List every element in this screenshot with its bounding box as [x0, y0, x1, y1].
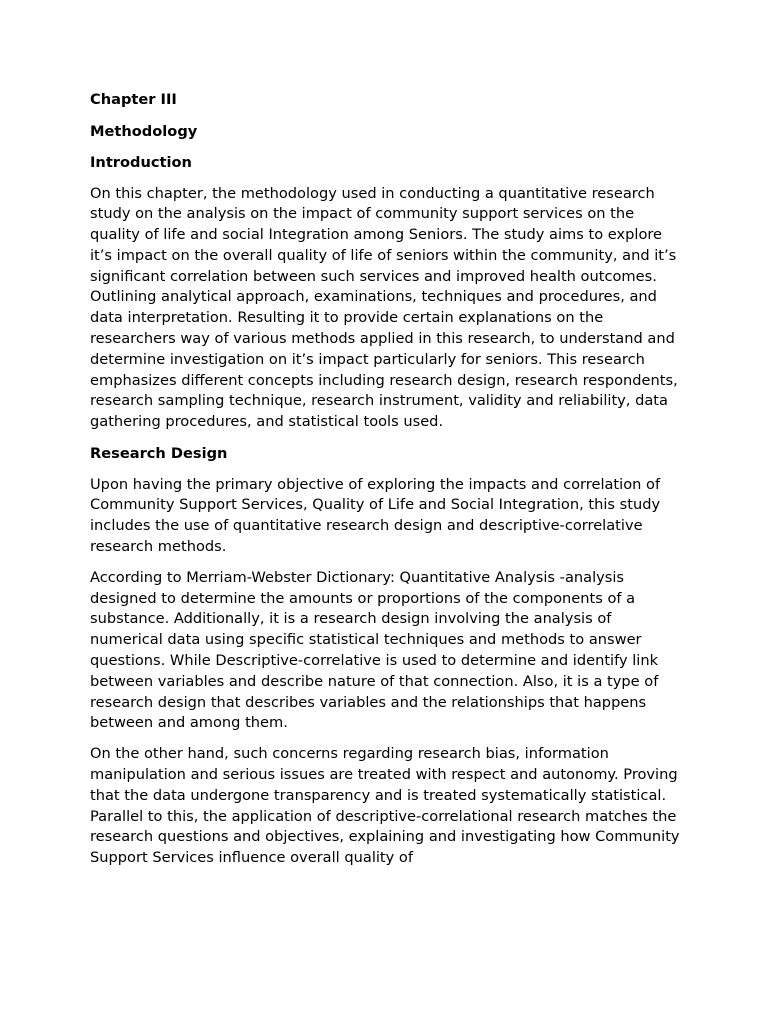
- research-design-paragraph: Upon having the primary objective of exploring the impacts and correlation of Community Support Services, Quality of Life and Social Integration, this study includes the use of quantitative research design and descriptive-correlative research methods.: [90, 475, 661, 555]
- chapter-number: Chapter III: [90, 91, 177, 108]
- chapter-title: Methodology: [90, 122, 198, 140]
- quantitative-analysis-paragraph: According to Merriam-Webster Dictionary: Quantitative Analysis -analysis designed to determine the amounts or proportions of the components of a substance. Additionally, it is a research design involving the analysis of numerical data using specific statistical techniques and methods to answer questions. While Descriptive-correlative is used to determine and identify link between variables and describe nature of that connection. Also, it is a type of research design that describes variables and the relationships that happens between and among them.: [90, 568, 659, 732]
- research-design-heading: Research Design: [90, 445, 228, 463]
- introduction-paragraph: On this chapter, the methodology used in conducting a quantitative research study on the analysis on the impact of community support services on the quality of life and social Integration among Seniors. The study aims to explore it’s impact on the overall quality of life of seniors within the community, and it’s significant correlation between such services and improved health outcomes. Outlining analytical approach, examinations, techniques and procedures, and data interpretation. Resulting it to provide certain explanations on the researchers way of various methods applied in this research, to understand and determine investigation on it’s impact particularly for seniors. This research emphasizes different concepts including research design, research respondents, research sampling technique, research instrument, validity and reliability, data gathering procedures, and statistical tools used.: [90, 184, 678, 431]
- research-bias-paragraph: On the other hand, such concerns regarding research bias, information manipulation and serious issues are treated with respect and autonomy. Proving that the data undergone transparency and is treated systematically statistical. Parallel to this, the application of descriptive-correlational research matches the research questions and objectives, explaining and investigating how Community Support Services influence overall quality of: [90, 745, 680, 867]
- introduction-heading: Introduction: [90, 154, 192, 171]
